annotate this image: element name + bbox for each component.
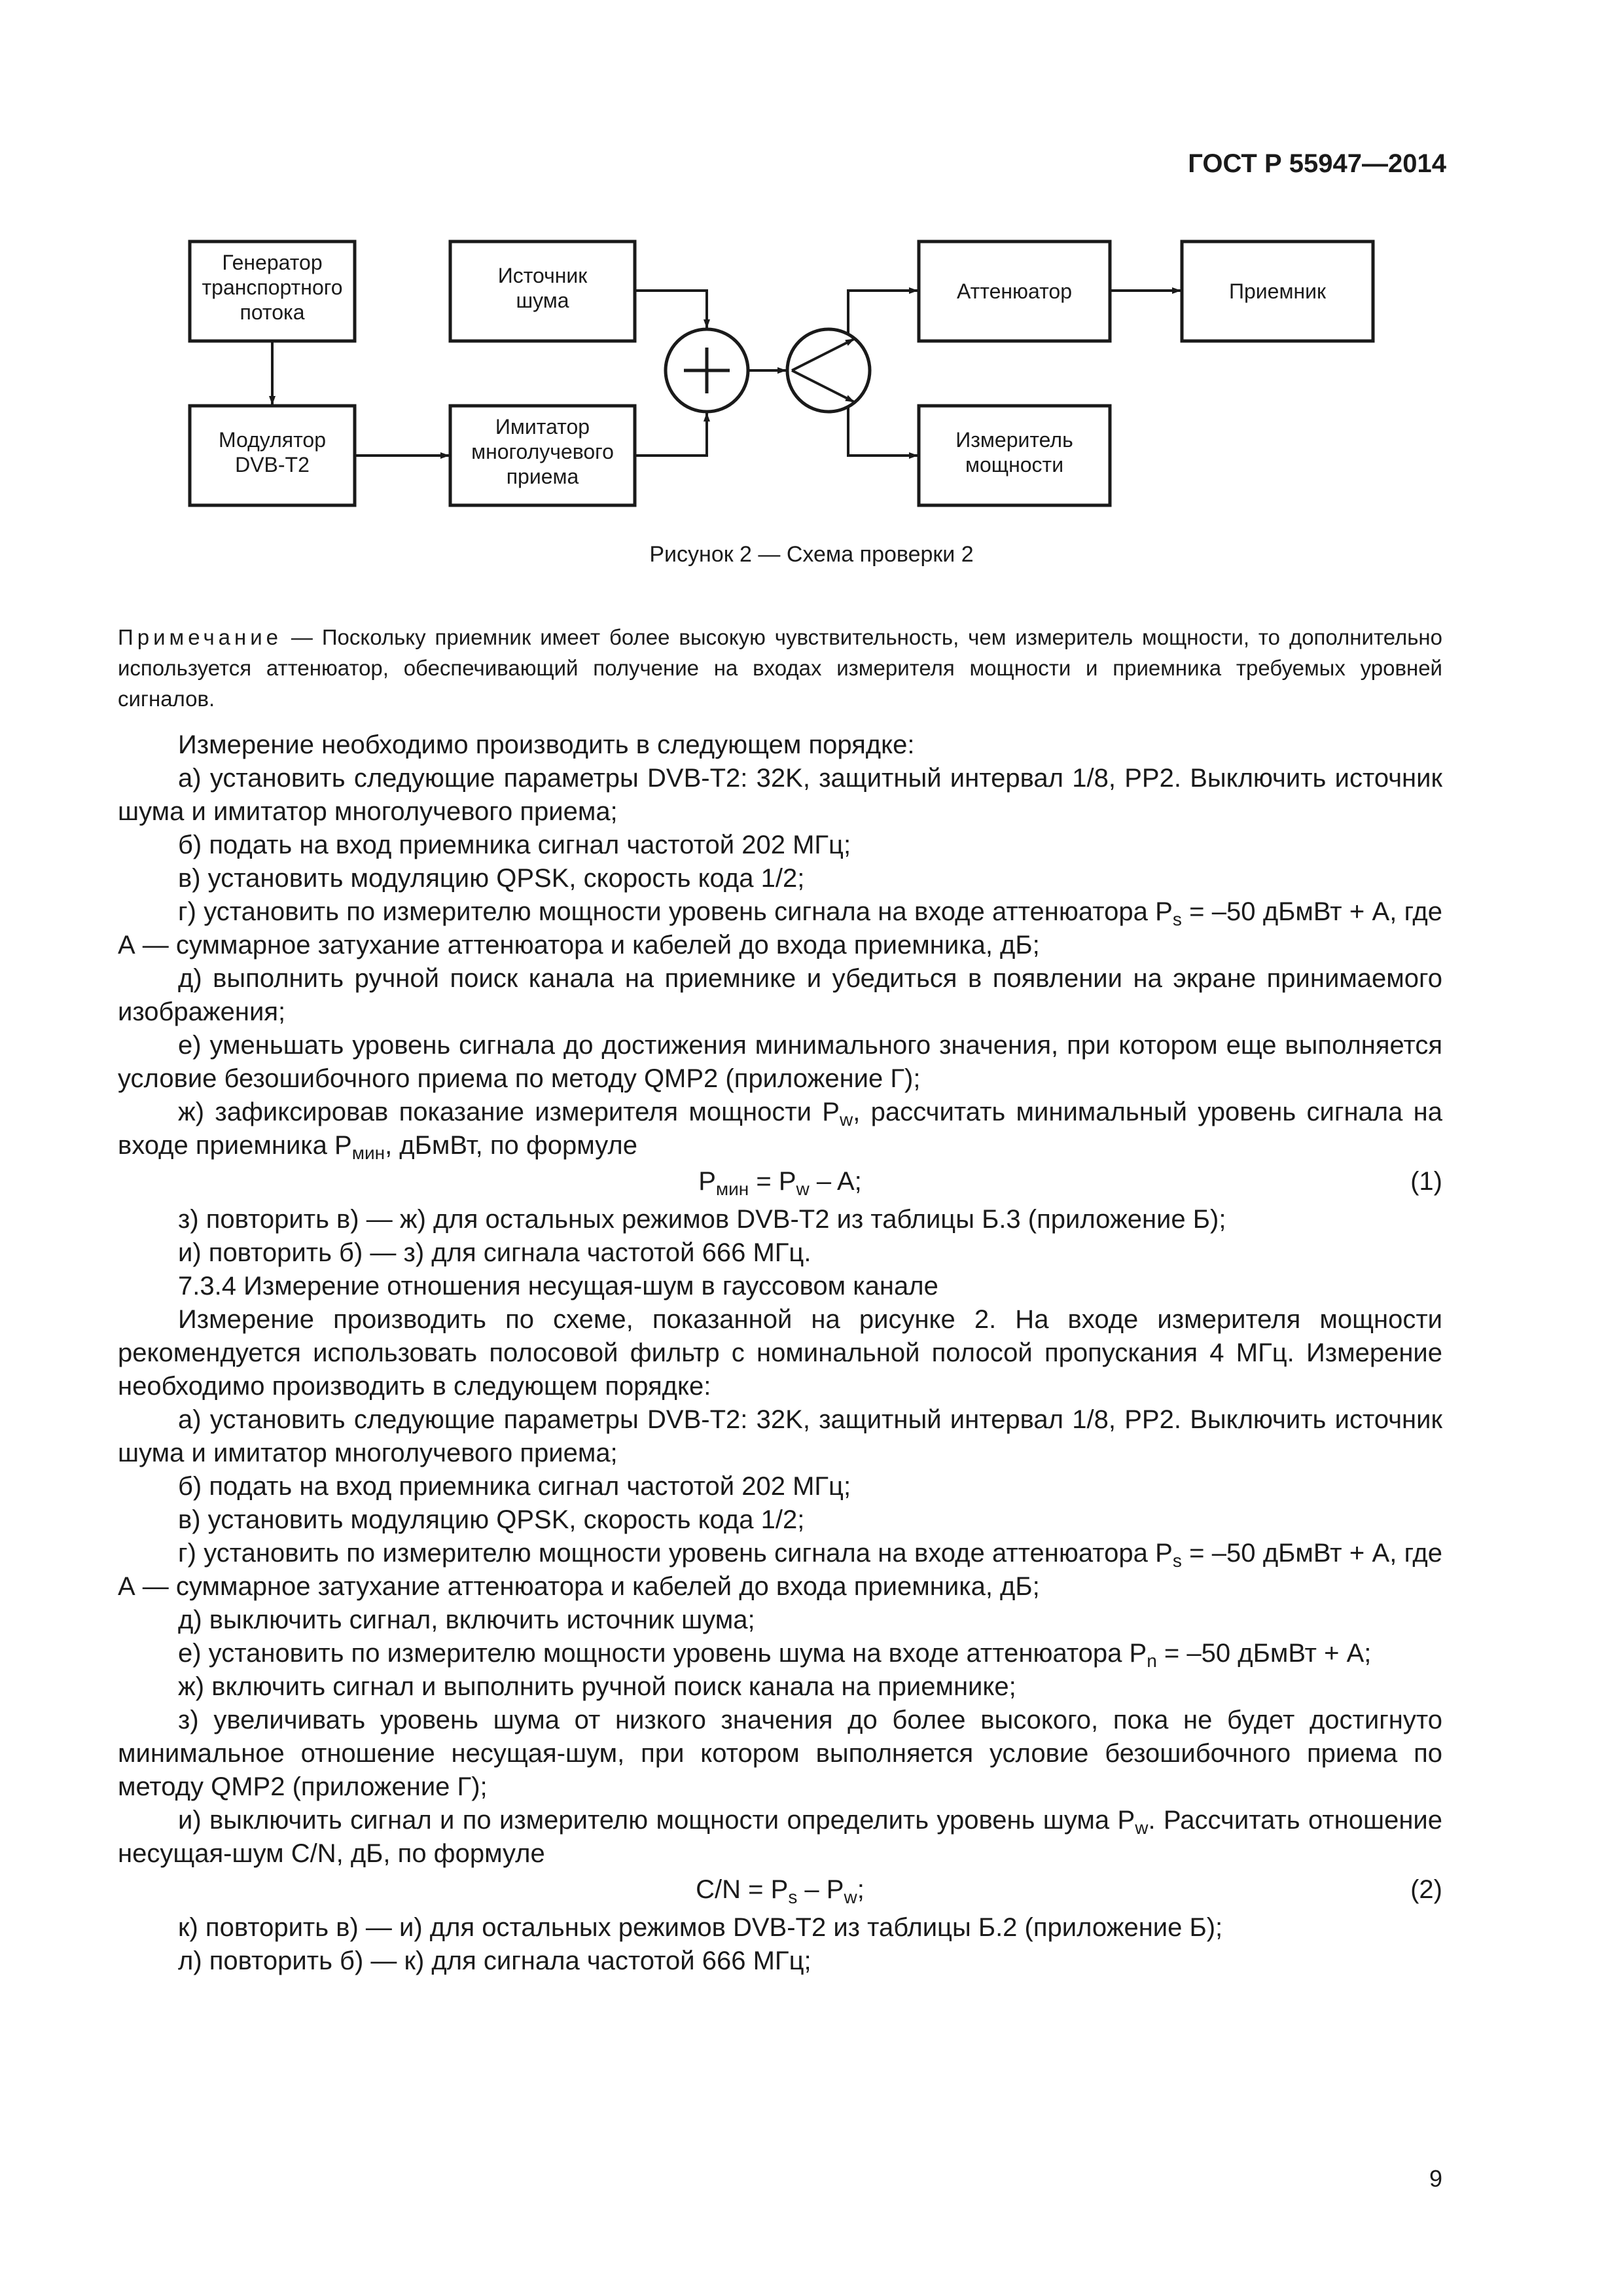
note-label: Примечание (118, 625, 283, 649)
generator-label-1: Генератор (222, 251, 323, 274)
formula-1: $P_{мин} = P_w - A$; (1) (118, 1162, 1442, 1203)
formula-2: $C/N = P_s - P_w$; (2) (118, 1871, 1442, 1911)
noise-label-1: Источник (497, 264, 588, 287)
generator-label-3: потока (240, 300, 305, 324)
multipath-label-1: Имитатор (495, 415, 590, 439)
splitter-circle (787, 329, 870, 412)
step-g: г) установить по измерителю мощности уровень сигнала на входе аттенюатора $P_s = -50$ дБмВт + А, где А — суммарное затухание аттенюатора и кабелей до входа приемника, дБ; (118, 897, 1442, 960)
modulator-label-2: DVB-T2 (235, 453, 310, 476)
s-step-g: г) установить по измерителю мощности уровень сигнала на входе аттенюатора $P_s = -50$ дБмВт + А, где А — суммарное затухание аттенюатора и кабелей до входа приемника, дБ; (118, 1539, 1442, 1601)
s-step-k: к) повторить в) — и) для остальных режимов DVB-T2 из таблицы Б.2 (приложение Б); (178, 1913, 1223, 1942)
note-paragraph (118, 622, 1442, 714)
formula-2-number: (2) (1410, 1875, 1442, 1904)
step-a: а) установить следующие параметры DVB-T2: 32K, защитный интервал 1/8, PP2. Выключить источник шума и имитатор многолучевого приема; (118, 764, 1442, 826)
s-step-a: а) установить следующие параметры DVB-T2: 32K, защитный интервал 1/8, PP2. Выключить источник шума и имитатор многолучевого приема; (118, 1405, 1442, 1467)
section-heading: 7.3.4 Измерение отношения несущая-шум в гауссовом канале (178, 1272, 938, 1300)
s-step-e: е) установить по измерителю мощности уровень шума на входе аттенюатора $P_n = -50$ дБмВт + А; (178, 1639, 1372, 1671)
note-text: — Поскольку приемник имеет более высокую чувствительность, чем измеритель мощности, то дополнительно используется аттенюатор, обеспечивающий получение на входах измерителя мощности и приемника требуемых уровней сигналов. (118, 625, 1442, 711)
multipath-label-3: приема (506, 465, 579, 488)
receiver-label: Приемник (1228, 279, 1327, 303)
section-intro: Измерение производить по схеме, показанной на рисунке 2. На входе измерителя мощности рекомендуется использовать полосовой фильтр с номинальной полосой пропускания 4 МГц. Измерение необходимо производить в следующем порядке: (118, 1305, 1442, 1401)
modulator-label-1: Модулятор (219, 428, 326, 452)
s-step-b: б) подать на вход приемника сигнал частотой 202 МГц; (178, 1472, 851, 1501)
document-id: ГОСТ Р 55947—2014 (1188, 149, 1446, 178)
step-z: з) повторить в) — ж) для остальных режимов DVB-T2 из таблицы Б.3 (приложение Б); (178, 1205, 1226, 1234)
step-v: в) установить модуляцию QPSK, скорость кода 1/2; (178, 864, 805, 893)
page-number: 9 (1429, 2165, 1442, 2192)
block-diagram (0, 0, 1623, 563)
s-step-l: л) повторить б) — к) для сигнала частотой 666 МГц; (178, 1946, 812, 1975)
intro-paragraph: Измерение необходимо производить в следующем порядке: (178, 730, 915, 759)
attenuator-label: Аттенюатор (956, 279, 1073, 303)
s-step-d: д) выключить сигнал, включить источник шума; (178, 1605, 755, 1634)
meter-label-2: мощности (965, 453, 1064, 476)
generator-label-2: транспортного (202, 276, 343, 299)
s-step-z: з) увеличивать уровень шума от низкого значения до более высокого, пока не будет достигнуто минимальное отношение несущая-шум, при котором выполняется условие безошибочного приема по методу QMP2 (приложение Г); (118, 1706, 1442, 1801)
s-step-v: в) установить модуляцию QPSK, скорость кода 1/2; (178, 1505, 805, 1534)
figure-caption: Рисунок 2 — Схема проверки 2 (649, 542, 974, 567)
noise-label-2: шума (516, 289, 569, 312)
body-text (118, 728, 1442, 1978)
meter-label-1: Измеритель (955, 428, 1073, 452)
step-i: и) повторить б) — з) для сигнала частотой 666 МГц. (178, 1238, 812, 1267)
multipath-label-2: многолучевого (471, 440, 614, 463)
step-d: д) выполнить ручной поиск канала на приемнике и убедиться в появлении на экране принимаемого изображения; (118, 964, 1442, 1026)
step-zh: ж) зафиксировав показание измерителя мощности $P_w$, рассчитать минимальный уровень сигнала на входе приемника $P_{мин}$, дБмВт, по формуле (118, 1098, 1443, 1163)
formula-1-number: (1) (1410, 1167, 1442, 1196)
s-step-zh: ж) включить сигнал и выполнить ручной поиск канала на приемнике; (178, 1672, 1016, 1701)
step-b: б) подать на вход приемника сигнал частотой 202 МГц; (178, 831, 851, 859)
step-e: е) уменьшать уровень сигнала до достижения минимального значения, при котором еще выполняется условие безошибочного приема по методу QMP2 (приложение Г); (118, 1031, 1442, 1093)
s-step-i: и) выключить сигнал и по измерителю мощности определить уровень шума $P_w$. Рассчитать отношение несущая-шум C/N, дБ, по формуле (118, 1806, 1443, 1868)
